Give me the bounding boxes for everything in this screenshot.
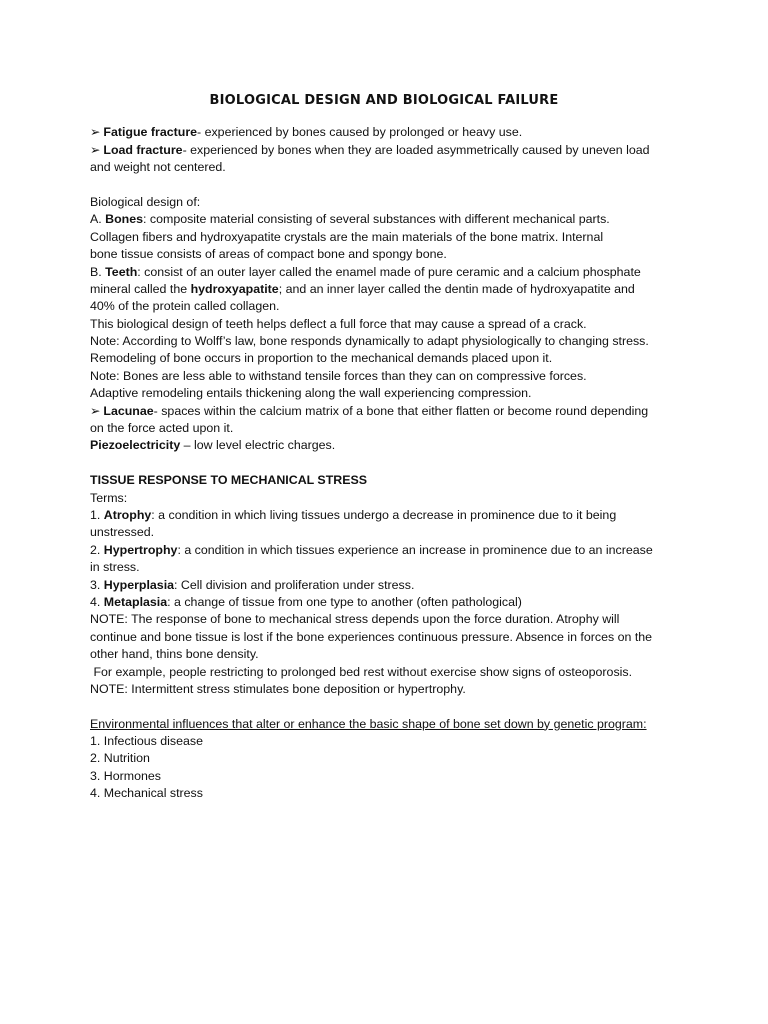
definition: - spaces within the calcium matrix of a bone that either flatten or become round depending: [153, 403, 649, 418]
term: Metaplasia: [103, 594, 168, 609]
list-item: 2. Nutrition: [90, 751, 150, 766]
bones-line: [90, 211, 680, 228]
load-fracture-line-2: and weight not centered.: [90, 160, 226, 175]
definition: - experienced by bones when they are loaded asymmetrically caused by uneven load: [182, 142, 650, 157]
term: Load fracture: [103, 142, 183, 157]
teeth-line: [90, 264, 680, 281]
note-line: NOTE: Intermittent stress stimulates bone deposition or hypertrophy.: [90, 681, 466, 696]
note-line: For example, people restricting to prolonged bed rest without exercise show signs of osteoporosis.: [90, 664, 633, 679]
terms-label: Terms:: [90, 490, 128, 505]
bones-line-2: Collagen fibers and hydroxyapatite crystals are the main materials of the bone matrix. Internal: [90, 229, 604, 244]
document-body: [90, 92, 680, 803]
definition: : a condition in which living tissues undergo a decrease in prominence due to it being: [151, 507, 617, 522]
tissue-heading: TISSUE RESPONSE TO MECHANICAL STRESS: [90, 473, 367, 488]
spacer: [90, 177, 680, 194]
teeth-line-2: [90, 281, 680, 298]
design-heading: Biological design of:: [90, 194, 201, 209]
lacunae-line-2: on the force acted upon it.: [90, 421, 234, 436]
term: Hypertrophy: [103, 542, 178, 557]
definition: : a change of tissue from one type to another (often pathological): [167, 594, 522, 609]
note-line: This biological design of teeth helps deflect a full force that may cause a spread of a crack.: [90, 316, 587, 331]
bullet-arrow-icon: ➢: [90, 403, 101, 418]
note-line: NOTE: The response of bone to mechanical stress depends upon the force duration. Atrophy will: [90, 612, 620, 627]
term: hydroxyapatite: [190, 281, 279, 296]
list-item: 3. Hormones: [90, 768, 161, 783]
note-line: Note: According to Wolff’s law, bone responds dynamically to adapt physiologically to changing stress.: [90, 334, 649, 349]
note-line: other hand, thins bone density.: [90, 647, 259, 662]
definition: : a condition in which tissues experience an increase in prominence due to an increase: [177, 542, 653, 557]
list-item: 1. Infectious disease: [90, 734, 203, 749]
bullet-arrow-icon: ➢: [90, 125, 101, 140]
term: Lacunae: [103, 403, 154, 418]
fatigue-fracture-line: [90, 124, 680, 141]
note-line: Remodeling of bone occurs in proportion to the mechanical demands placed upon it.: [90, 351, 553, 366]
term: Piezoelectricity: [90, 438, 181, 453]
prefix: 4.: [90, 594, 104, 609]
term: Bones: [105, 212, 144, 227]
definition: : Cell division and proliferation under stress.: [174, 577, 415, 592]
environment-heading: Environmental influences that alter or enhance the basic shape of bone set down by genetic program:: [90, 716, 647, 731]
piezo-line: [90, 437, 680, 454]
document-title: BIOLOGICAL DESIGN AND BIOLOGICAL FAILURE: [209, 93, 559, 108]
prefix: 1.: [90, 507, 104, 522]
text: ; and an inner layer called the dentin made of hydroxyapatite and: [278, 281, 635, 296]
note-line: Adaptive remodeling entails thickening along the wall experiencing compression.: [90, 386, 532, 401]
hypertrophy-line-2: in stress.: [90, 560, 140, 575]
definition: : consist of an outer layer called the enamel made of pure ceramic and a calcium phosphate: [137, 264, 641, 279]
term: Teeth: [105, 264, 138, 279]
definition: : composite material consisting of several substances with different mechanical parts.: [143, 212, 610, 227]
spacer: [90, 698, 680, 715]
spacer: [90, 455, 680, 472]
prefix: 2.: [90, 542, 104, 557]
definition: – low level electric charges.: [180, 438, 336, 453]
note-line: Note: Bones are less able to withstand tensile forces than they can on compressive forces.: [90, 368, 587, 383]
spacer: [90, 109, 680, 124]
prefix: A.: [90, 212, 106, 227]
spacer: [90, 92, 680, 109]
hyperplasia-line: [90, 577, 680, 594]
term: Hyperplasia: [103, 577, 175, 592]
load-fracture-line: [90, 142, 680, 159]
bullet-arrow-icon: ➢: [90, 142, 101, 157]
prefix: 3.: [90, 577, 104, 592]
term: Fatigue fracture: [103, 125, 198, 140]
hypertrophy-line: [90, 542, 680, 559]
note-line: continue and bone tissue is lost if the bone experiences continuous pressure. Absence in forces on the: [90, 629, 653, 644]
bones-line-3: bone tissue consists of areas of compact bone and spongy bone.: [90, 247, 447, 262]
lacunae-line: [90, 403, 680, 420]
term: Atrophy: [103, 507, 152, 522]
prefix: B.: [90, 264, 106, 279]
teeth-line-3: 40% of the protein called collagen.: [90, 299, 280, 314]
text: mineral called the: [90, 281, 191, 296]
list-item: 4. Mechanical stress: [90, 786, 203, 801]
atrophy-line-2: unstressed.: [90, 525, 155, 540]
atrophy-line: [90, 507, 680, 524]
definition: - experienced by bones caused by prolonged or heavy use.: [197, 125, 523, 140]
metaplasia-line: [90, 594, 680, 611]
